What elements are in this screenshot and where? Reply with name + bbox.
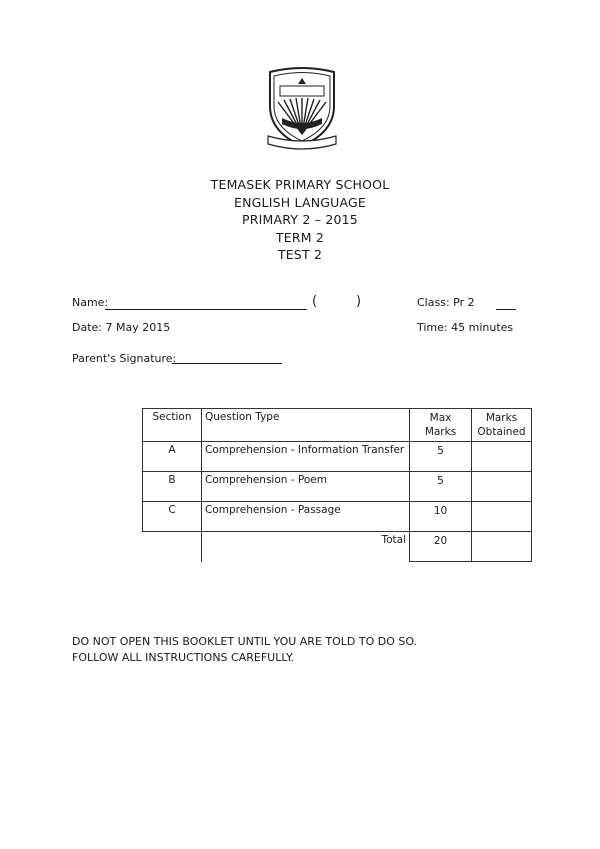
- section-cell: A: [143, 442, 202, 472]
- total-marks-obtained-cell[interactable]: [472, 532, 532, 562]
- section-cell: C: [143, 502, 202, 532]
- question-type-cell: Comprehension - Passage: [202, 502, 410, 532]
- total-max-marks: 20: [410, 532, 472, 562]
- signature-label: Parent's Signature:: [72, 352, 177, 365]
- marks-obtained-cell[interactable]: [472, 442, 532, 472]
- time-text: Time: 45 minutes: [417, 321, 514, 334]
- class-underline[interactable]: [496, 309, 516, 310]
- section-cell: B: [143, 472, 202, 502]
- name-label: Name:: [72, 296, 109, 309]
- total-label: Total: [202, 532, 410, 562]
- level-year: PRIMARY 2 – 2015: [242, 212, 358, 227]
- subject-name: ENGLISH LANGUAGE: [234, 194, 366, 210]
- header-question-type: Question Type: [202, 409, 410, 442]
- school-name: TEMASEK PRIMARY SCHOOL: [210, 177, 390, 192]
- school-crest-logo: [262, 66, 342, 152]
- class-label: Class: Pr 2: [417, 296, 475, 309]
- document-header: [0, 176, 600, 264]
- instructions: [72, 634, 417, 666]
- table-row: [143, 502, 532, 532]
- max-marks-cell: 5: [410, 472, 472, 502]
- question-type-cell: Comprehension - Information Transfer: [202, 442, 410, 472]
- table-row: [143, 472, 532, 502]
- test-label: TEST 2: [277, 247, 323, 262]
- instruction-line: DO NOT OPEN THIS BOOKLET UNTIL YOU ARE TOLD TO DO SO.: [72, 635, 418, 648]
- header-max-marks: Max Marks: [410, 409, 472, 442]
- header-marks-obtained: Marks Obtained: [472, 409, 532, 442]
- register-paren-close: ): [356, 294, 362, 309]
- total-row: [143, 532, 532, 562]
- term-label: TERM 2: [275, 229, 325, 245]
- question-type-cell: Comprehension - Poem: [202, 472, 410, 502]
- header-section: Section: [143, 409, 202, 442]
- date-text: Date: 7 May 2015: [72, 321, 171, 334]
- signature-underline[interactable]: [172, 363, 282, 364]
- table-header-row: [143, 409, 532, 442]
- marks-table: [142, 408, 532, 562]
- register-paren-open: (: [312, 294, 318, 309]
- max-marks-cell: 10: [410, 502, 472, 532]
- name-underline[interactable]: [105, 309, 307, 310]
- max-marks-cell: 5: [410, 442, 472, 472]
- marks-obtained-cell[interactable]: [472, 502, 532, 532]
- empty-cell: [143, 532, 202, 562]
- instruction-line: FOLLOW ALL INSTRUCTIONS CAREFULLY.: [72, 651, 294, 664]
- marks-obtained-cell[interactable]: [472, 472, 532, 502]
- table-row: [143, 442, 532, 472]
